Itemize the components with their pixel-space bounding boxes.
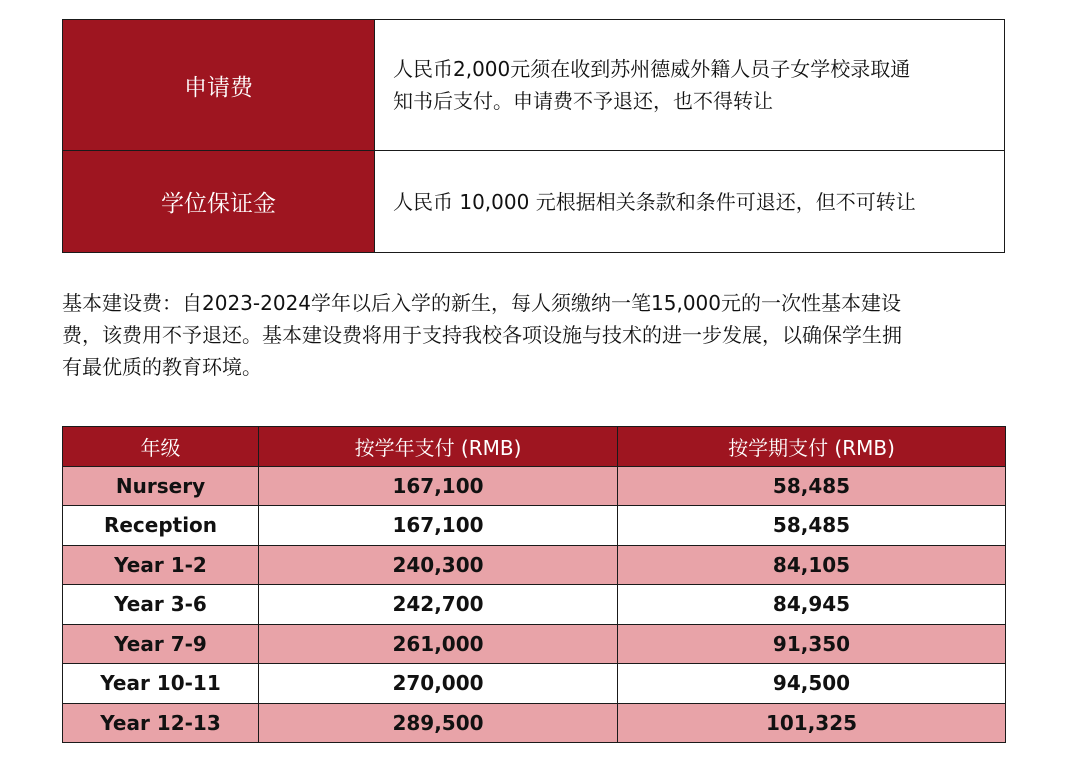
annual-fee-cell: 242,700 [259, 585, 618, 625]
grade-cell: Year 1-2 [63, 545, 259, 585]
annual-fee-cell: 270,000 [259, 664, 618, 704]
annual-fee-cell: 261,000 [259, 624, 618, 664]
grade-cell: Year 12-13 [63, 703, 259, 743]
table-row [63, 624, 1006, 664]
note-line: 有最优质的教育环境。 [62, 355, 262, 379]
table-row [63, 545, 1006, 585]
fee-row-deposit [63, 151, 1005, 253]
term-fee-cell: 58,485 [618, 466, 1006, 506]
annual-fee-cell: 240,300 [259, 545, 618, 585]
fee-label-deposit: 学位保证金 [63, 151, 375, 253]
header-annual: 按学年支付 (RMB) [259, 427, 618, 467]
fee-desc-line: 人民币2,000元须在收到苏州德威外籍人员子女学校录取通 [393, 57, 911, 81]
tuition-table [62, 426, 1006, 743]
table-row [63, 506, 1006, 546]
header-term: 按学期支付 (RMB) [618, 427, 1006, 467]
table-row [63, 585, 1006, 625]
fee-desc-application [375, 20, 1005, 151]
header-grade: 年级 [63, 427, 259, 467]
table-row [63, 664, 1006, 704]
annual-fee-cell: 167,100 [259, 466, 618, 506]
fee-desc-line: 人民币 10,000 元根据相关条款和条件可退还，但不可转让 [393, 189, 916, 214]
fee-table [62, 19, 1005, 253]
annual-fee-cell: 167,100 [259, 506, 618, 546]
grade-cell: Reception [63, 506, 259, 546]
grade-cell: Nursery [63, 466, 259, 506]
fee-desc-line: 知书后支付。申请费不予退还，也不得转让 [393, 89, 773, 113]
grade-cell: Year 7-9 [63, 624, 259, 664]
table-row [63, 466, 1006, 506]
term-fee-cell: 58,485 [618, 506, 1006, 546]
term-fee-cell: 94,500 [618, 664, 1006, 704]
grade-cell: Year 10-11 [63, 664, 259, 704]
capital-levy-note [62, 287, 1010, 383]
fee-label-application: 申请费 [63, 20, 375, 151]
term-fee-cell: 101,325 [618, 703, 1006, 743]
fee-desc-deposit [375, 151, 1005, 253]
tuition-header-row [63, 427, 1006, 467]
annual-fee-cell: 289,500 [259, 703, 618, 743]
note-line: 基本建设费：自2023-2024学年以后入学的新生，每人须缴纳一笔15,000元的一次性基本建设 [62, 291, 901, 315]
note-line: 费，该费用不予退还。基本建设费将用于支持我校各项设施与技术的进一步发展，以确保学生拥 [62, 323, 902, 347]
grade-cell: Year 3-6 [63, 585, 259, 625]
table-row [63, 703, 1006, 743]
term-fee-cell: 91,350 [618, 624, 1006, 664]
term-fee-cell: 84,945 [618, 585, 1006, 625]
term-fee-cell: 84,105 [618, 545, 1006, 585]
fee-row-application [63, 20, 1005, 151]
